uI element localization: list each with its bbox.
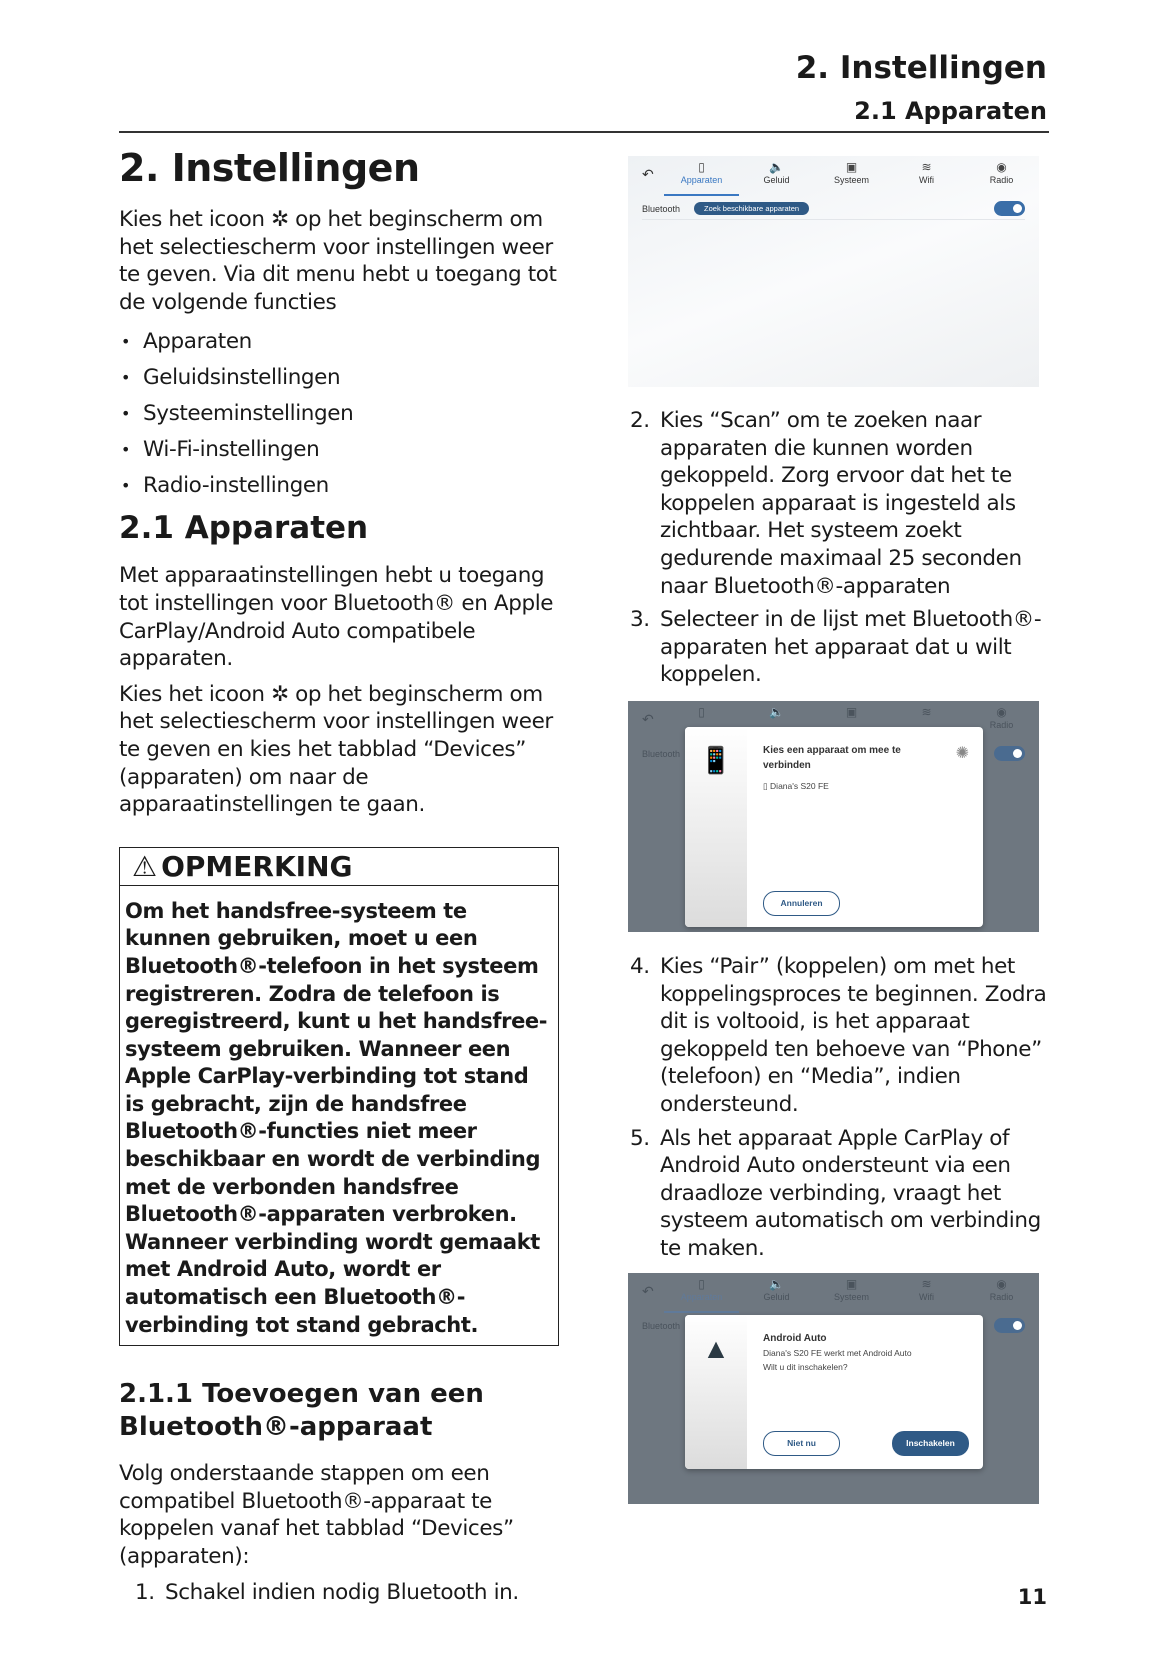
devices-icon: ▯ <box>698 705 705 719</box>
warning-icon: ⚠ <box>132 849 158 883</box>
back-icon: ↶ <box>642 711 654 727</box>
bluetooth-label: Bluetooth <box>642 203 681 214</box>
wifi-icon: ≋ <box>921 705 932 719</box>
devices-icon: ▯ <box>698 160 705 174</box>
step-item: 4. Kies “Pair” (koppelen) om met het koppelingsproces te beginnen. Zodra dit is voltooid, is het apparaat gekoppeld ten behoeve van “Phone” (telefoon) en “Media”, indien ondersteund. <box>630 954 1047 1117</box>
header-divider <box>119 131 1049 133</box>
enable-button[interactable]: Inschakelen <box>892 1431 969 1456</box>
radio-icon: ◉ <box>996 705 1007 719</box>
cancel-button[interactable]: Annuleren <box>763 891 840 916</box>
dialog-message: Diana's S20 FE werkt met Android Auto <box>763 1348 912 1358</box>
radio-icon: ◉ <box>996 160 1007 174</box>
functions-list <box>119 324 559 504</box>
note-title: OPMERKING <box>161 849 353 883</box>
phone-bluetooth-icon: 📱 <box>699 745 733 775</box>
list-item: • Apparaten <box>119 324 559 360</box>
list-item: • Wi-Fi-instellingen <box>119 432 559 468</box>
system-icon: ▣ <box>845 705 858 719</box>
running-header-chapter: 2. Instellingen <box>795 50 1047 86</box>
bluetooth-toggle <box>994 746 1025 761</box>
section-title: 2.1 Apparaten <box>119 510 369 547</box>
tab-systeem[interactable]: ▣ Systeem <box>814 156 889 196</box>
dialog-title: Kies een apparaat om mee te verbinden <box>763 745 901 771</box>
loading-spinner-icon: ✺ <box>955 745 969 762</box>
back-icon[interactable]: ↶ <box>642 166 654 182</box>
left-column <box>119 146 559 1612</box>
tab-apparaten[interactable]: ▯ Apparaten <box>664 156 739 196</box>
list-item: • Radio-instellingen <box>119 468 559 504</box>
paragraph: Met apparaatinstellingen hebt u toegang tot instellingen voor Bluetooth® en Apple CarPlay/Android Auto compatibele apparaten. <box>119 563 554 672</box>
note-text: Om het handsfree-systeem te kunnen gebruiken, moet u een Bluetooth®-telefoon in het systeem registreren. Zodra de telefoon is geregistreerd, kunt u het handsfree-systeem gebruiken. Wanneer een Apple CarPlay-verbinding tot stand is gebracht, zijn de handsfree Bluetooth®-functies niet meer beschikbaar en wordt de verbinding met de verbonden handsfree Bluetooth®-apparaten verbroken. Wanneer verbinding wordt gemaakt met Android Auto, wordt er automatisch een Bluetooth®-verbinding tot stand gebracht. <box>125 898 548 1337</box>
android-auto-dialog <box>685 1315 983 1469</box>
speaker-icon: 🔈 <box>769 160 784 174</box>
subsection-title: 2.1.1 Toevoegen van een Bluetooth®-apparaat <box>119 1379 484 1443</box>
device-list-item[interactable]: ▯ Diana's S20 FE <box>763 781 829 791</box>
tab-radio[interactable]: ◉ Radio <box>964 156 1039 196</box>
back-icon: ↶ <box>642 1283 654 1299</box>
dialog-question: Wilt u dit inschakelen? <box>763 1362 848 1372</box>
list-item: • Systeeminstellingen <box>119 396 559 432</box>
dialog-title: Android Auto <box>763 1333 827 1344</box>
running-header-section: 2.1 Apparaten <box>854 97 1047 125</box>
tab-wifi[interactable]: ≋ Wifi <box>889 156 964 196</box>
android-auto-icon: ▲ <box>702 1333 730 1364</box>
speaker-icon: 🔈 <box>769 705 784 719</box>
scan-button[interactable]: Zoek beschikbare apparaten <box>694 202 809 215</box>
tab-geluid[interactable]: 🔈 Geluid <box>739 156 814 196</box>
step-item: 1. Schakel indien nodig Bluetooth in. <box>135 1579 519 1605</box>
chapter-title: 2. Instellingen <box>119 146 420 190</box>
screenshot-choose-device: ↶ ▯ 🔈 ▣ ≋ ◉ Radio Bluetooth 📱 Kies een apparaat om mee te verbinden ✺ ▯ Diana's S20 FE Annuleren <box>628 701 1039 932</box>
step-item: 3. Selecteer in de lijst met Bluetooth®-apparaten het apparaat dat u wilt koppelen. <box>630 607 1042 688</box>
note-box <box>119 847 559 1347</box>
step-item: 2. Kies “Scan” om te zoeken naar apparaten die kunnen worden gekoppeld. Zorg ervoor dat het te koppelen apparaat is ingesteld als zichtbaar. Het systeem zoekt gedurende maximaal 25 seconden naar Bluetooth®-apparaten <box>630 408 1022 599</box>
paragraph: Kies het icoon ✲ op het beginscherm om het selectiescherm voor instellingen weer te geven en kies het tabblad “Devices” (apparaten) om naar de apparaatinstellingen te gaan. <box>119 681 553 818</box>
page-number: 11 <box>1017 1585 1047 1609</box>
not-now-button[interactable]: Niet nu <box>763 1431 840 1456</box>
intro-paragraph: Kies het icoon ✲ op het beginscherm om het selectiescherm voor instellingen weer te geven. Via dit menu hebt u toegang tot de volgende functies <box>119 207 557 315</box>
wifi-icon: ≋ <box>921 160 932 174</box>
choose-device-dialog <box>685 727 983 927</box>
system-icon: ▣ <box>845 160 858 174</box>
bluetooth-toggle[interactable] <box>994 201 1025 216</box>
step-item: 5. Als het apparaat Apple CarPlay of Android Auto ondersteunt via een draadloze verbinding, vraagt het systeem automatisch om verbinding te maken. <box>630 1125 1041 1261</box>
list-item: • Geluidsinstellingen <box>119 360 559 396</box>
screenshot-android-auto: ↶ ▯ Apparaten 🔈 Geluid ▣ Systeem ≋ Wifi ◉ Radio Bluetooth ▲ Android Auto Diana's S20 FE werkt met Android Auto Wilt u dit inschakelen? Niet nu Inschakelen <box>628 1273 1039 1504</box>
screenshot-bluetooth-settings <box>628 156 1039 387</box>
paragraph: Volg onderstaande stappen om een compatibel Bluetooth®-apparaat te koppelen vanaf het tabblad “Devices” (apparaten): <box>119 1461 514 1569</box>
